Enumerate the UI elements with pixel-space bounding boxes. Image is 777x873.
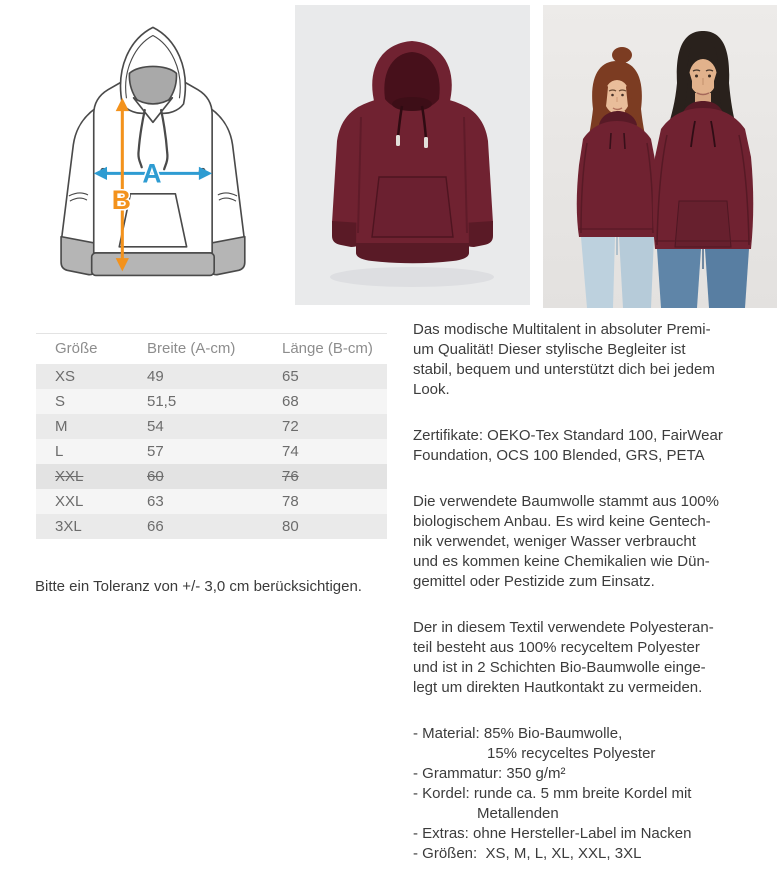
cell-laenge: 76 — [282, 464, 387, 489]
cell-laenge: 72 — [282, 414, 387, 439]
text-line: und ist in 2 Schichten Bio-Baumwolle einge- — [413, 659, 706, 676]
metal-aglet — [424, 137, 428, 148]
size-diagram-image[interactable] — [28, 8, 284, 304]
cell-breite: 66 — [147, 514, 282, 539]
size-table-header-row — [36, 334, 387, 364]
metal-aglet — [396, 135, 400, 146]
table-row-xs — [36, 364, 387, 389]
cell-laenge: 78 — [282, 489, 387, 514]
cell-breite: 60 — [147, 464, 282, 489]
cell-laenge: 68 — [282, 389, 387, 414]
text-line: teil besteht aus 100% recyceltem Polyester — [413, 639, 700, 656]
cell-breite: 57 — [147, 439, 282, 464]
description-paragraph-polyester — [413, 618, 773, 698]
text-line: Der in diesem Textil verwendete Polyesteran- — [413, 619, 714, 636]
tolerance-note: Bitte ein Toleranz von +/- 3,0 cm berücksichtigen. — [35, 578, 362, 595]
cell-laenge: 80 — [282, 514, 387, 539]
table-row-xxl-struck — [36, 464, 387, 489]
cell-breite: 63 — [147, 489, 282, 514]
models-photo[interactable] — [543, 5, 777, 308]
col-header-laenge: Länge (B-cm) — [282, 334, 387, 364]
label-a: A — [142, 158, 162, 189]
product-description — [413, 320, 773, 864]
table-row-xxl — [36, 489, 387, 514]
spec-item-material: - Material: 85% Bio-Baumwolle, — [413, 725, 623, 742]
burgundy-hoodie-front-image — [295, 5, 530, 305]
table-row-3xl — [36, 514, 387, 539]
hoodie-measurement-diagram — [28, 8, 284, 304]
text-line: Foundation, OCS 100 Blended, GRS, PETA — [413, 447, 705, 464]
product-photo[interactable] — [295, 5, 530, 305]
cell-size: L — [36, 439, 147, 464]
text-line: Das modische Multitalent in absoluter Premi- — [413, 321, 711, 338]
cell-size: XXL — [36, 464, 147, 489]
cell-breite: 54 — [147, 414, 282, 439]
description-paragraph-intro — [413, 320, 773, 400]
description-paragraph-cotton — [413, 492, 773, 592]
description-paragraph-certificates — [413, 426, 773, 466]
hoodie-outline-drawing — [61, 27, 245, 275]
spec-item-grammatur: - Grammatur: 350 g/m² — [413, 765, 566, 782]
cell-size: M — [36, 414, 147, 439]
text-line: Zertifikate: OEKO-Tex Standard 100, FairWear — [413, 427, 723, 444]
table-row-l — [36, 439, 387, 464]
text-line: stabil, bequem und unterstützt dich bei jedem — [413, 361, 715, 378]
text-line: gemittel oder Pestizide zum Einsatz. — [413, 573, 655, 590]
text-line: Look. — [413, 381, 450, 398]
text-line: biologischem Anbau. Es wird keine Gentech- — [413, 513, 711, 530]
text-line: nik verwendet, weniger Wasser verbraucht — [413, 533, 696, 550]
cell-breite: 51,5 — [147, 389, 282, 414]
spec-item-material-cont: 15% recyceltes Polyester — [487, 745, 656, 762]
cell-size: XS — [36, 364, 147, 389]
spec-item-kordel: - Kordel: runde ca. 5 mm breite Kordel mit — [413, 785, 692, 802]
text-line: legt um direkten Hautkontakt zu vermeiden. — [413, 679, 703, 696]
text-line: und es kommen keine Chemikalien wie Dün- — [413, 553, 710, 570]
cell-laenge: 74 — [282, 439, 387, 464]
couple-wearing-hoodies-image — [543, 5, 777, 308]
table-row-m — [36, 414, 387, 439]
spec-item-groessen: - Größen: XS, M, L, XL, XXL, 3XL — [413, 845, 642, 862]
spec-item-extras: - Extras: ohne Hersteller-Label im Nacken — [413, 825, 692, 842]
size-table — [36, 333, 387, 539]
cell-size: XXL — [36, 489, 147, 514]
text-line: Die verwendete Baumwolle stammt aus 100% — [413, 493, 719, 510]
spec-list — [413, 724, 773, 864]
text-line: um Qualität! Dieser stylische Begleiter ist — [413, 341, 686, 358]
cell-size: 3XL — [36, 514, 147, 539]
cell-breite: 49 — [147, 364, 282, 389]
col-header-breite: Breite (A-cm) — [147, 334, 282, 364]
spec-item-kordel-cont: Metallenden — [477, 805, 559, 822]
cell-size: S — [36, 389, 147, 414]
label-b: B — [111, 185, 131, 216]
table-row-s — [36, 389, 387, 414]
col-header-groesse: Größe — [36, 334, 147, 364]
cell-laenge: 65 — [282, 364, 387, 389]
